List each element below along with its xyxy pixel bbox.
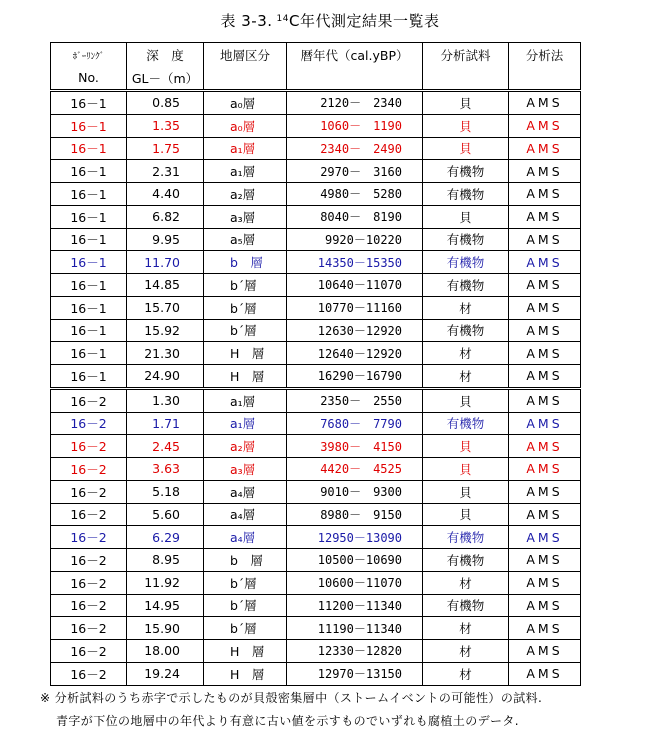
- table-row: [51, 205, 581, 228]
- cell-depth: 4.40: [127, 183, 204, 206]
- cell-boring-no: 16－1: [51, 365, 127, 389]
- cell-depth: 19.24: [127, 662, 204, 685]
- cell-boring-no: 16－1: [51, 296, 127, 319]
- cell-boring-no: 16－1: [51, 274, 127, 297]
- cell-sample: 貝: [423, 114, 509, 137]
- cell-layer: a₁層: [204, 137, 287, 160]
- cell-layer: b´層: [204, 617, 287, 640]
- cell-layer: H 層: [204, 365, 287, 389]
- title-superscript: 14: [276, 14, 289, 24]
- header-boring-bottom: No.: [51, 66, 127, 91]
- header-depth-top: 深 度: [127, 43, 204, 67]
- table-row: [51, 91, 581, 115]
- cell-age: 10640－11070: [287, 274, 423, 297]
- cell-age: 14350－15350: [287, 251, 423, 274]
- cell-depth: 3.63: [127, 458, 204, 481]
- cell-depth: 2.45: [127, 435, 204, 458]
- cell-depth: 14.85: [127, 274, 204, 297]
- cell-age: 8980－ 9150: [287, 503, 423, 526]
- cell-method: AMS: [509, 435, 581, 458]
- cell-boring-no: 16－1: [51, 205, 127, 228]
- cell-sample: 材: [423, 342, 509, 365]
- cell-layer: b´層: [204, 594, 287, 617]
- table-row: [51, 503, 581, 526]
- cell-method: AMS: [509, 91, 581, 115]
- cell-sample: 材: [423, 296, 509, 319]
- cell-layer: a₄層: [204, 480, 287, 503]
- cell-sample: 有機物: [423, 412, 509, 435]
- cell-layer: b 層: [204, 549, 287, 572]
- cell-age: 4420－ 4525: [287, 458, 423, 481]
- cell-age: 3980－ 4150: [287, 435, 423, 458]
- table-row: [51, 251, 581, 274]
- cell-depth: 5.60: [127, 503, 204, 526]
- table-row: [51, 183, 581, 206]
- cell-layer: a₂層: [204, 435, 287, 458]
- cell-sample: 材: [423, 617, 509, 640]
- cell-layer: b´層: [204, 296, 287, 319]
- cell-method: AMS: [509, 480, 581, 503]
- cell-boring-no: 16－1: [51, 114, 127, 137]
- cell-layer: a₀層: [204, 114, 287, 137]
- cell-method: AMS: [509, 503, 581, 526]
- cell-boring-no: 16－2: [51, 571, 127, 594]
- table-row: [51, 662, 581, 685]
- cell-sample: 材: [423, 571, 509, 594]
- cell-layer: b´層: [204, 319, 287, 342]
- cell-layer: a₅層: [204, 228, 287, 251]
- cell-sample: 貝: [423, 137, 509, 160]
- cell-layer: a₁層: [204, 388, 287, 412]
- cell-method: AMS: [509, 274, 581, 297]
- cell-boring-no: 16－2: [51, 594, 127, 617]
- cell-method: AMS: [509, 137, 581, 160]
- cell-depth: 1.71: [127, 412, 204, 435]
- cell-sample: 貝: [423, 91, 509, 115]
- cell-age: 12970－13150: [287, 662, 423, 685]
- cell-layer: b´層: [204, 274, 287, 297]
- cell-layer: b 層: [204, 251, 287, 274]
- cell-boring-no: 16－1: [51, 137, 127, 160]
- cell-boring-no: 16－2: [51, 640, 127, 663]
- cell-age: 7680－ 7790: [287, 412, 423, 435]
- cell-boring-no: 16－2: [51, 662, 127, 685]
- cell-method: AMS: [509, 251, 581, 274]
- cell-layer: a₁層: [204, 412, 287, 435]
- cell-boring-no: 16－2: [51, 458, 127, 481]
- cell-layer: H 層: [204, 640, 287, 663]
- cell-method: AMS: [509, 412, 581, 435]
- cell-sample: 有機物: [423, 274, 509, 297]
- cell-method: AMS: [509, 114, 581, 137]
- cell-boring-no: 16－1: [51, 91, 127, 115]
- cell-method: AMS: [509, 319, 581, 342]
- cell-boring-no: 16－2: [51, 480, 127, 503]
- cell-age: 12630－12920: [287, 319, 423, 342]
- table-row: [51, 228, 581, 251]
- table-title: [0, 10, 660, 31]
- cell-sample: 貝: [423, 435, 509, 458]
- cell-method: AMS: [509, 296, 581, 319]
- cell-sample: 有機物: [423, 183, 509, 206]
- cell-method: AMS: [509, 228, 581, 251]
- cell-layer: a₄層: [204, 503, 287, 526]
- header-method: 分析法: [509, 43, 581, 67]
- table-row: [51, 319, 581, 342]
- cell-boring-no: 16－2: [51, 549, 127, 572]
- cell-method: AMS: [509, 388, 581, 412]
- cell-boring-no: 16－1: [51, 251, 127, 274]
- cell-layer: a₀層: [204, 91, 287, 115]
- footnote-line-2: 青字が下位の地層中の年代より有意に古い値を示すものでいずれも腐植土のデータ.: [56, 714, 520, 728]
- table-row: [51, 137, 581, 160]
- cell-depth: 0.85: [127, 91, 204, 115]
- cell-layer: a₄層: [204, 526, 287, 549]
- cell-sample: 有機物: [423, 228, 509, 251]
- table-row: [51, 480, 581, 503]
- table-row: [51, 114, 581, 137]
- cell-sample: 貝: [423, 503, 509, 526]
- cell-age: 10770－11160: [287, 296, 423, 319]
- cell-age: 9010－ 9300: [287, 480, 423, 503]
- cell-age: 8040－ 8190: [287, 205, 423, 228]
- cell-sample: 材: [423, 365, 509, 389]
- title-prefix: 表 3-3.: [220, 12, 273, 30]
- cell-method: AMS: [509, 160, 581, 183]
- cell-sample: 貝: [423, 458, 509, 481]
- table-row: [51, 458, 581, 481]
- cell-age: 9920－10220: [287, 228, 423, 251]
- title-main: C年代測定結果一覧表: [289, 12, 440, 30]
- table-row: [51, 594, 581, 617]
- cell-age: 10500－10690: [287, 549, 423, 572]
- table-row: [51, 342, 581, 365]
- cell-boring-no: 16－2: [51, 526, 127, 549]
- cell-depth: 1.75: [127, 137, 204, 160]
- header-age: 暦年代（cal.yBP）: [287, 43, 423, 67]
- table-row: [51, 296, 581, 319]
- cell-boring-no: 16－2: [51, 617, 127, 640]
- cell-sample: 貝: [423, 388, 509, 412]
- cell-layer: b´層: [204, 571, 287, 594]
- radiocarbon-results-table: [50, 42, 581, 686]
- cell-age: 4980－ 5280: [287, 183, 423, 206]
- cell-sample: 有機物: [423, 594, 509, 617]
- cell-age: 1060－ 1190: [287, 114, 423, 137]
- cell-layer: H 層: [204, 342, 287, 365]
- cell-sample: 有機物: [423, 160, 509, 183]
- cell-method: AMS: [509, 526, 581, 549]
- cell-age: 11200－11340: [287, 594, 423, 617]
- table-body: [51, 91, 581, 686]
- header-layer: 地層区分: [204, 43, 287, 67]
- cell-method: AMS: [509, 205, 581, 228]
- table-row: [51, 412, 581, 435]
- cell-age: 12640－12920: [287, 342, 423, 365]
- cell-depth: 15.70: [127, 296, 204, 319]
- cell-boring-no: 16－2: [51, 388, 127, 412]
- cell-depth: 21.30: [127, 342, 204, 365]
- cell-age: 16290－16790: [287, 365, 423, 389]
- cell-method: AMS: [509, 549, 581, 572]
- table-row: [51, 640, 581, 663]
- cell-depth: 8.95: [127, 549, 204, 572]
- table-row: [51, 274, 581, 297]
- cell-layer: H 層: [204, 662, 287, 685]
- cell-sample: 貝: [423, 205, 509, 228]
- cell-method: AMS: [509, 458, 581, 481]
- header-boring-top: ﾎﾞｰﾘﾝｸﾞ: [51, 43, 127, 67]
- cell-boring-no: 16－2: [51, 412, 127, 435]
- table-row: [51, 388, 581, 412]
- cell-depth: 15.90: [127, 617, 204, 640]
- cell-depth: 2.31: [127, 160, 204, 183]
- table-row: [51, 617, 581, 640]
- cell-age: 12330－12820: [287, 640, 423, 663]
- header-sample: 分析試料: [423, 43, 509, 67]
- cell-method: AMS: [509, 571, 581, 594]
- cell-layer: a₃層: [204, 205, 287, 228]
- cell-sample: 有機物: [423, 549, 509, 572]
- cell-boring-no: 16－1: [51, 183, 127, 206]
- cell-layer: a₃層: [204, 458, 287, 481]
- cell-sample: 有機物: [423, 319, 509, 342]
- table-row: [51, 365, 581, 389]
- cell-sample: 貝: [423, 480, 509, 503]
- cell-boring-no: 16－1: [51, 319, 127, 342]
- cell-method: AMS: [509, 342, 581, 365]
- cell-method: AMS: [509, 594, 581, 617]
- cell-depth: 24.90: [127, 365, 204, 389]
- cell-sample: 材: [423, 640, 509, 663]
- cell-method: AMS: [509, 183, 581, 206]
- cell-depth: 5.18: [127, 480, 204, 503]
- cell-depth: 15.92: [127, 319, 204, 342]
- cell-sample: 有機物: [423, 251, 509, 274]
- cell-depth: 11.92: [127, 571, 204, 594]
- cell-boring-no: 16－1: [51, 228, 127, 251]
- table-row: [51, 526, 581, 549]
- table-row: [51, 549, 581, 572]
- cell-age: 10600－11070: [287, 571, 423, 594]
- table-row: [51, 435, 581, 458]
- header-depth-bottom: GL－（m）: [127, 66, 204, 91]
- cell-method: AMS: [509, 662, 581, 685]
- cell-age: 12950－13090: [287, 526, 423, 549]
- cell-depth: 1.35: [127, 114, 204, 137]
- cell-boring-no: 16－1: [51, 160, 127, 183]
- cell-method: AMS: [509, 617, 581, 640]
- cell-layer: a₁層: [204, 160, 287, 183]
- cell-age: 2350－ 2550: [287, 388, 423, 412]
- cell-method: AMS: [509, 365, 581, 389]
- cell-sample: 材: [423, 662, 509, 685]
- table-row: [51, 160, 581, 183]
- cell-depth: 6.29: [127, 526, 204, 549]
- cell-age: 2340－ 2490: [287, 137, 423, 160]
- cell-age: 2120－ 2340: [287, 91, 423, 115]
- cell-depth: 6.82: [127, 205, 204, 228]
- footnote-line-1: ※ 分析試料のうち赤字で示したものが貝殻密集層中（ストームイベントの可能性）の試料.: [40, 691, 543, 705]
- cell-method: AMS: [509, 640, 581, 663]
- cell-boring-no: 16－2: [51, 435, 127, 458]
- cell-layer: a₂層: [204, 183, 287, 206]
- cell-age: 11190－11340: [287, 617, 423, 640]
- cell-depth: 1.30: [127, 388, 204, 412]
- cell-age: 2970－ 3160: [287, 160, 423, 183]
- cell-depth: 18.00: [127, 640, 204, 663]
- cell-sample: 有機物: [423, 526, 509, 549]
- cell-boring-no: 16－2: [51, 503, 127, 526]
- cell-boring-no: 16－1: [51, 342, 127, 365]
- cell-depth: 9.95: [127, 228, 204, 251]
- cell-depth: 14.95: [127, 594, 204, 617]
- table-row: [51, 571, 581, 594]
- cell-depth: 11.70: [127, 251, 204, 274]
